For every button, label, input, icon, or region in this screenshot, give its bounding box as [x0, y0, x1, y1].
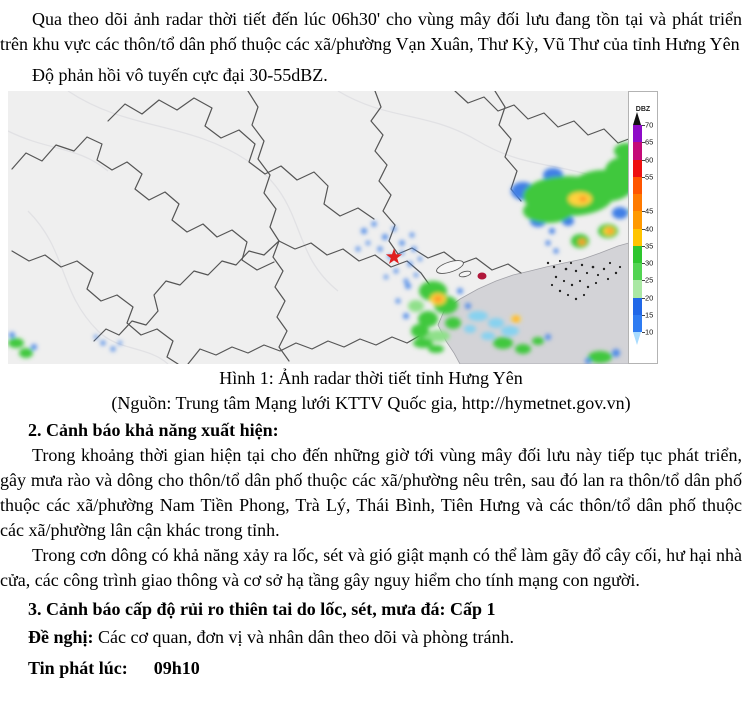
issued-label: Tin phát lúc:: [28, 658, 128, 678]
intro-paragraph: Qua theo dõi ảnh radar thời tiết đến lúc 06h30' cho vùng mây đối lưu đang tồn tại và phát triển trên khu vực các thôn/tổ dân phố thuộc các xã/phường Vạn Xuân, Thư Kỳ, Vũ Thư của tỉnh Hưng Yên: [0, 9, 742, 54]
figure-caption: Hình 1: Ảnh radar thời tiết tỉnh Hưng Yên: [219, 368, 523, 388]
colorbar-ticklabel-40: 40: [645, 224, 654, 233]
colorbar-ticklabel-30: 30: [645, 258, 654, 268]
radar-figure: [8, 91, 658, 364]
section-3-heading: 3. Cảnh báo cấp độ rủi ro thiên tai do lốc, sét, mưa đá: Cấp 1: [28, 599, 496, 619]
recommendation-label: Đề nghị:: [28, 627, 94, 647]
colorbar-segment-35-30: [633, 246, 642, 263]
issued-time: 09h10: [153, 658, 200, 678]
colorbar-segment-70-65: [633, 125, 642, 142]
colorbar-segment-65-60: [633, 142, 642, 159]
issued-time-line: [28, 656, 742, 681]
section-2-heading: 2. Cảnh báo khả năng xuất hiện:: [28, 420, 279, 440]
colorbar-ticklabel-70: 70: [645, 120, 654, 130]
colorbar-segment-50-45: [633, 194, 642, 211]
colorbar-ticklabel-25: 25: [645, 275, 654, 285]
colorbar-segment-60-55: [633, 160, 642, 177]
colorbar-ticklabel-65: 65: [645, 137, 654, 147]
colorbar-ticklabel-35: 35: [645, 241, 654, 251]
colorbar-segment-40-35: [633, 229, 642, 246]
reflectivity-paragraph: Độ phản hồi vô tuyến cực đại 30-55dBZ.: [32, 65, 328, 85]
colorbar-ticklabel-10: 10: [645, 327, 654, 337]
colorbar-segment-30-25: [633, 263, 642, 280]
colorbar-segment-45-40: [633, 211, 642, 228]
colorbar-ticklabel-60: 60: [645, 155, 654, 164]
colorbar-segment-55-50: [633, 177, 642, 194]
colorbar-down-arrow: [633, 332, 641, 345]
colorbar-ticklabel-20: 20: [645, 293, 654, 302]
colorbar-segment-25-20: [633, 280, 642, 297]
warning-paragraph-2: Trong cơn dông có khả năng xảy ra lốc, sét và gió giật mạnh có thể làm gãy đổ cây cối, hư hại nhà cửa, các công trình giao thông và cơ sở hạ tầng gây nguy hiểm cho tính mạng con người.: [0, 545, 742, 590]
colorbar-ticklabel-55: 55: [645, 172, 654, 182]
colorbar-title: DBZ: [635, 106, 651, 113]
colorbar-segment-15-10: [633, 315, 642, 332]
recommendation-text: Các cơ quan, đơn vị và nhân dân theo dõi và phòng tránh.: [98, 627, 514, 647]
colorbar-ticklabel-45: 45: [645, 206, 654, 216]
colorbar-up-arrow: [633, 112, 641, 125]
dbz-colorbar: [628, 91, 658, 364]
figure-source: (Nguồn: Trung tâm Mạng lưới KTTV Quốc gia, http://hymetnet.gov.vn): [111, 393, 631, 413]
radar-map: [8, 91, 658, 364]
warning-paragraph-1: Trong khoảng thời gian hiện tại cho đến những giờ tới vùng mây đối lưu này tiếp tục phát triển, gây mưa rào và dông cho thôn/tổ dân phố thuộc các xã/phường nêu trên, sau đó lan ra thôn/tổ dân phố thuộc các xã/phường Nam Tiền Phong, Trà Lý, Thái Bình, Tiên Hưng và các thôn/tổ dân phố thuộc các xã/phường lân cận khác trong tỉnh.: [0, 445, 742, 540]
city-dot-marker: [478, 273, 487, 280]
colorbar-ticklabel-15: 15: [645, 310, 654, 320]
colorbar-segment-20-15: [633, 298, 642, 315]
recommendation-line: [28, 625, 742, 650]
